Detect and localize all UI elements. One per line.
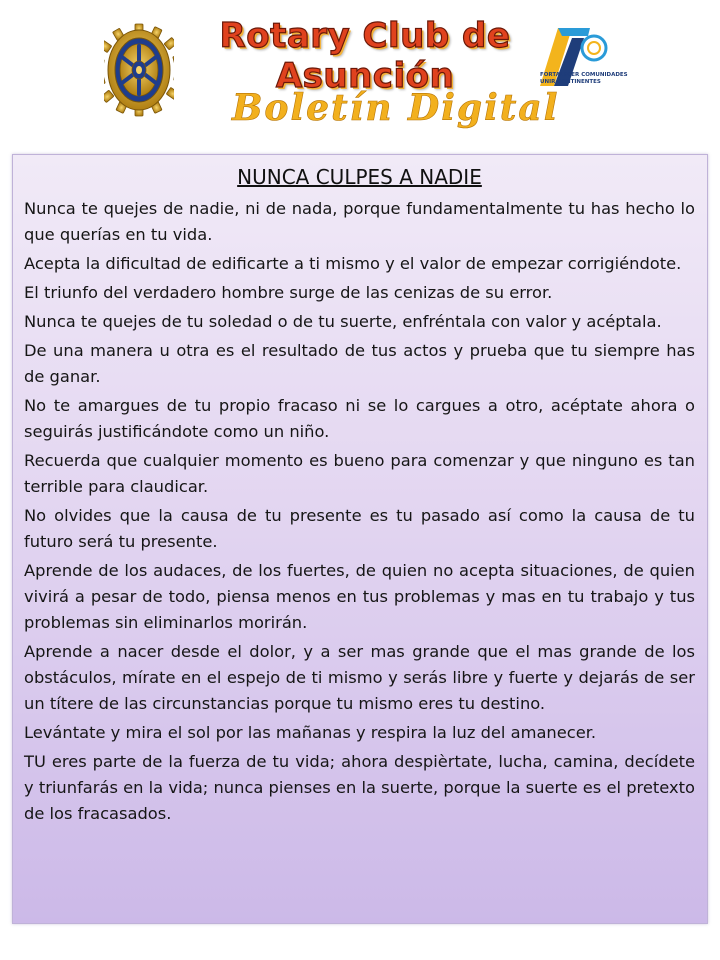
centennial-logo-icon [532, 20, 612, 100]
article-paragraph: Levántate y mira el sol por las mañanas y respira la luz del amanecer. [24, 723, 597, 742]
club-title [210, 16, 520, 96]
article-box [12, 154, 708, 924]
article-paragraph: Nunca te quejes de tu soledad o de tu suerte, enfréntala con valor y acéptala. [24, 312, 662, 331]
article-paragraph: No olvides que la causa de tu presente es tu pasado así como la causa de tu futuro será tu presente. [24, 506, 695, 551]
article-paragraph: No te amargues de tu propio fracaso ni se lo cargues a otro, acéptate ahora o seguirás justificándote como un niño. [24, 396, 695, 441]
article-title: NUNCA CULPES A NADIE [237, 165, 482, 189]
article-paragraph: Aprende de los audaces, de los fuertes, de quien no acepta situaciones, de quien vivirá a pesar de todo, piensa menos en tus problemas y mas en tu trabajo y tus problemas sin eliminarlos morirán. [24, 561, 695, 632]
rotary-international-logo-icon [104, 22, 174, 118]
bulletin-header [0, 0, 720, 150]
article-paragraph: El triunfo del verdadero hombre surge de las cenizas de su error. [24, 283, 553, 302]
article-paragraph: Nunca te quejes de nadie, ni de nada, porque fundamentalmente tu has hecho lo que querías en tu vida. [24, 199, 695, 244]
club-title-line-2: Asunción [275, 56, 455, 96]
article-paragraph: Recuerda que cualquier momento es bueno para comenzar y que ninguno es tan terrible para claudicar. [24, 451, 695, 496]
article-paragraph: Aprende a nacer desde el dolor, y a ser mas grande que el mas grande de los obstáculos, mírate en el espejo de ti mismo y serás libre y fuerte y dejarás de ser un títere de las circunstancias porque tu mismo eres tu destino. [24, 642, 695, 713]
article-paragraph: Acepta la dificultad de edificarte a ti mismo y el valor de empezar corrigiéndote. [24, 254, 682, 273]
bulletin-subtitle: Boletín Digital [232, 87, 560, 129]
article-paragraph: De una manera u otra es el resultado de tus actos y prueba que tu siempre has de ganar. [24, 341, 695, 386]
centennial-slogan: FORTALECER COMUNIDADES UNIR CONTINENTES [540, 72, 628, 85]
article-paragraph: TU eres parte de la fuerza de tu vida; ahora despièrtate, lucha, camina, decídete y triunfarás en la vida; nunca pienses en la suerte, porque la suerte es el pretexto de los fracasados. [24, 752, 695, 823]
club-title-line-1: Rotary Club de [219, 16, 511, 56]
